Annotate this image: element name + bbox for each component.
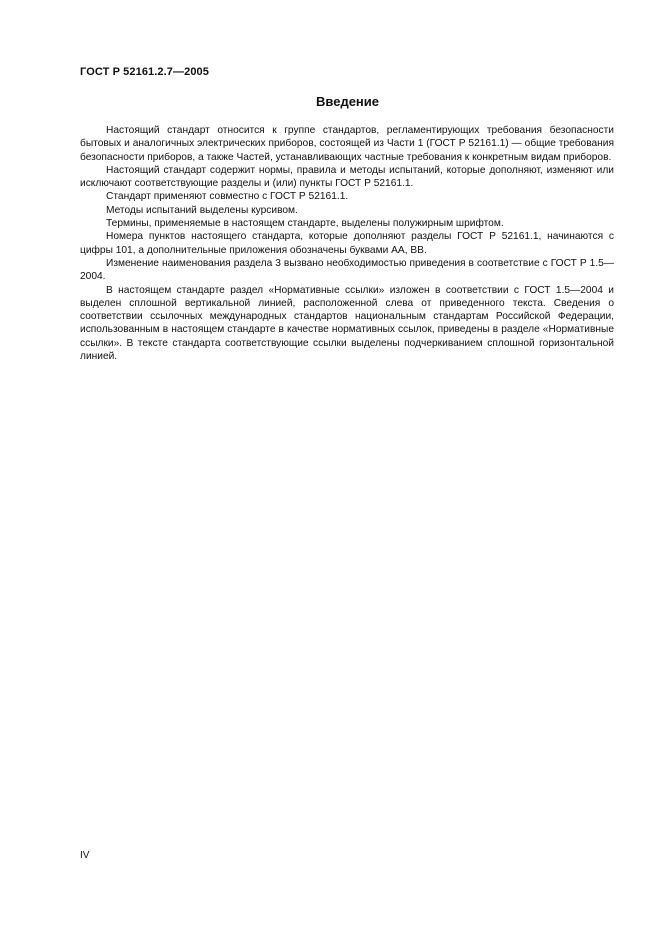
page-number: IV	[80, 850, 90, 861]
paragraph: В настоящем стандарте раздел «Нормативные ссылки» изложен в соответствии с ГОСТ 1.5—2004 и выделен сплошной вертикальной линией, расположенной слева от приведенного текста. Сведения о соответствии ссылочных международных стандартов национальным стандартам Российской Федерации, использованным в настоящем стандарте в качестве нормативных ссылок, приведены в разделе «Нормативные ссылки». В тексте стандарта соответствующие ссылки выделены подчеркиванием сплошной горизонтальной линией.	[80, 284, 614, 363]
paragraph: Методы испытаний выделены курсивом.	[106, 204, 298, 216]
paragraph: Стандарт применяют совместно с ГОСТ Р 52161.1.	[106, 191, 349, 203]
paragraph: Номера пунктов настоящего стандарта, которые дополняют разделы ГОСТ Р 52161.1, начинаются с цифры 101, а дополнительные приложения обозначены буквами АА, ВВ.	[80, 231, 614, 256]
paragraph: Настоящий стандарт относится к группе стандартов, регламентирующих требования безопасности бытовых и аналогичных электрических приборов, состоящей из Части 1 (ГОСТ Р 52161.1) — общие требования безопасности приборов, а также Частей, устанавливающих частные требования к конкретным видам приборов.	[80, 125, 614, 163]
paragraph: Изменение наименования раздела 3 вызвано необходимостью приведения в соответствие с ГОСТ Р 1.5—2004.	[80, 257, 614, 283]
body-text	[80, 124, 614, 363]
section-title: Введение	[316, 94, 379, 109]
paragraph: Настоящий стандарт содержит нормы, правила и методы испытаний, которые дополняют, изменяют или исключают соответствующие разделы и (или) пункты ГОСТ Р 52161.1.	[80, 164, 614, 190]
paragraph: Термины, применяемые в настоящем стандарте, выделены полужирным шрифтом.	[106, 218, 504, 230]
page-header: ГОСТ Р 52161.2.7—2005	[80, 66, 209, 78]
